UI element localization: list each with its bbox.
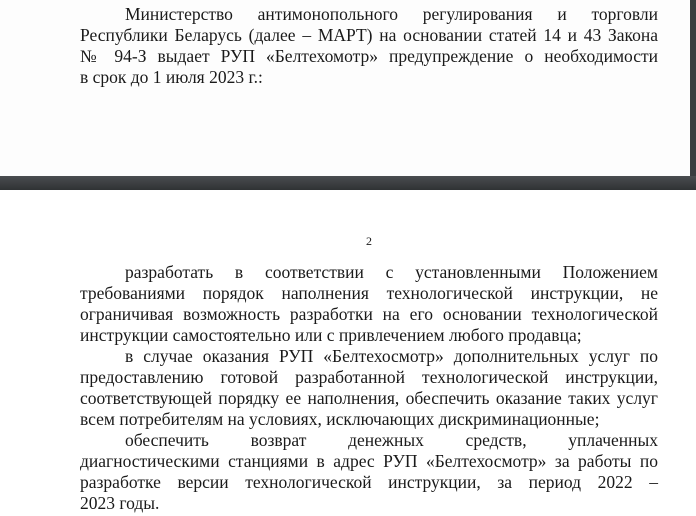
paragraph-line: ограничивая возможность разработки на его основании технологической	[80, 304, 658, 324]
paragraph-line: Министерство антимонопольного регулирования и торговли	[125, 4, 658, 24]
page-edge-shadow	[690, 0, 696, 190]
paragraph-line: в срок до 1 июля 2023 г.:	[80, 67, 263, 87]
paragraph-line: соответствующей порядку ее наполнения, обеспечить оказание таких услуг	[80, 388, 658, 408]
paragraph-line: всем потребителям на условиях, исключающих дискриминационные;	[80, 409, 600, 429]
paragraph-line: диагностическими станциями в адрес РУП «Белтехосмотр» за работы по	[80, 451, 658, 471]
paragraph-line: разработке версии технологической инструкции, за период 2022 –	[80, 472, 658, 492]
paragraph-line: требованиями порядок наполнения технологической инструкции, не	[80, 283, 658, 303]
page-number: 2	[366, 234, 372, 248]
paragraph-line: обеспечить возврат денежных средств, уплаченных	[125, 430, 658, 450]
paragraph-line: Республики Беларусь (далее – МАРТ) на основании статей 14 и 43 Закона	[80, 25, 658, 45]
paragraph-line: в случае оказания РУП «Белтехосмотр» дополнительных услуг по	[125, 346, 658, 366]
paragraph-line: предоставлению готовой разработанной технологической инструкции,	[80, 367, 658, 387]
document-page-1	[0, 0, 690, 176]
paragraph-line: 2023 годы.	[80, 493, 160, 513]
page-separator	[0, 176, 696, 190]
paragraph-line: инструкции самостоятельно или с привлечением любого продавца;	[80, 325, 582, 345]
paragraph-line: разработать в соответствии с установленными Положением	[125, 262, 658, 282]
paragraph-line: № 94-З выдает РУП «Белтехомотр» предупреждение о необходимости	[80, 46, 658, 66]
document-page-2	[0, 190, 696, 516]
